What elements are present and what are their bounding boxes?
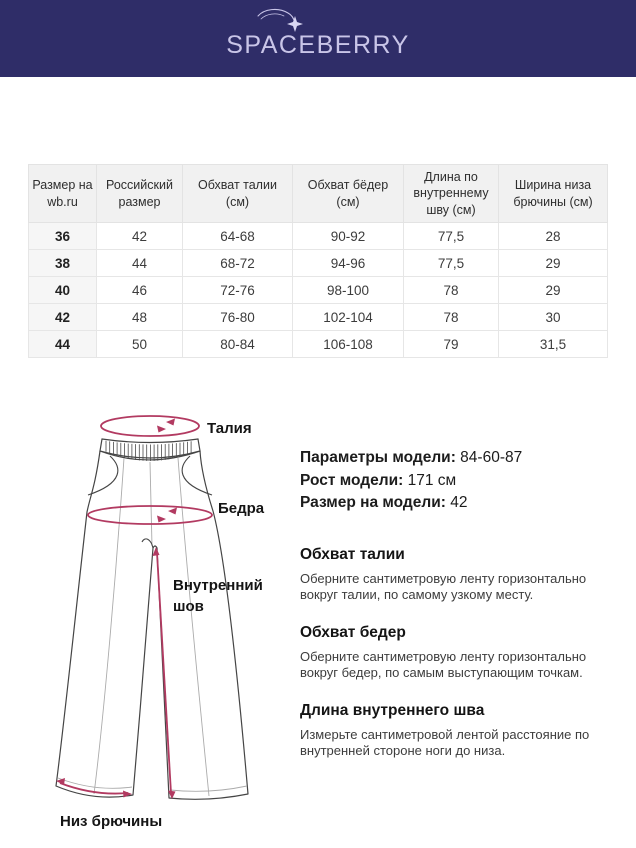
- cell-hem: 31,5: [499, 331, 608, 358]
- cell-inseam: 78: [404, 277, 499, 304]
- cell-hem: 29: [499, 277, 608, 304]
- cell-inseam: 79: [404, 331, 499, 358]
- hem-label: Низ брючины: [60, 813, 163, 830]
- cell-ru-size: 46: [97, 277, 183, 304]
- cell-inseam: 78: [404, 304, 499, 331]
- brand-logo: [188, 7, 448, 71]
- cell-wb-size: 42: [29, 304, 97, 331]
- cell-waist: 76-80: [183, 304, 293, 331]
- cell-hips: 106-108: [293, 331, 404, 358]
- col-header-ru-size: Российский размер: [97, 165, 183, 223]
- model-size-line: [300, 492, 620, 515]
- guide-section-waist: [300, 546, 618, 603]
- table-row: [29, 277, 608, 304]
- col-header-hips: Обхват бёдер (см): [293, 165, 404, 223]
- cell-waist: 68-72: [183, 250, 293, 277]
- shooting-star-trail-icon: [258, 9, 295, 23]
- cell-hips: 90-92: [293, 223, 404, 250]
- cell-hem: 28: [499, 223, 608, 250]
- cell-hem: 30: [499, 304, 608, 331]
- table-row: [29, 331, 608, 358]
- model-size-value: 42: [450, 494, 468, 511]
- model-size-label: Размер на модели:: [300, 494, 446, 511]
- cell-hem: 29: [499, 250, 608, 277]
- cell-hips: 102-104: [293, 304, 404, 331]
- model-params-label: Параметры модели:: [300, 449, 456, 466]
- guide-inseam-text: Измерьте сантиметровой лентой расстояние по внутренней стороне ноги до низа.: [300, 726, 590, 758]
- cell-inseam: 77,5: [404, 223, 499, 250]
- guide-hips-text: Оберните сантиметровую ленту горизонтально вокруг бедер, по самым выступающим точкам.: [300, 648, 587, 680]
- star-icon: [287, 16, 303, 32]
- model-params-value: 84-60-87: [460, 449, 523, 466]
- cell-inseam: 77,5: [404, 250, 499, 277]
- table-row: [29, 223, 608, 250]
- cell-waist: 64-68: [183, 223, 293, 250]
- size-table: [28, 164, 608, 358]
- model-height-label: Рост модели:: [300, 471, 404, 489]
- col-header-hem-width: Ширина низа брючины (см): [499, 165, 608, 223]
- model-height-line: [300, 470, 620, 493]
- col-header-wb-size: Размер на wb.ru: [29, 165, 97, 223]
- measure-guide: [300, 546, 618, 758]
- guide-section-inseam: [300, 702, 618, 759]
- guide-inseam-title: Длина внутреннего шва: [300, 701, 485, 719]
- cell-waist: 80-84: [183, 331, 293, 358]
- model-info: [300, 447, 620, 515]
- cell-hips: 98-100: [293, 277, 404, 304]
- col-header-waist: Обхват талии (см): [183, 165, 293, 223]
- cell-waist: 72-76: [183, 277, 293, 304]
- guide-section-hips: [300, 624, 618, 681]
- waist-ellipse: [101, 416, 199, 436]
- cell-ru-size: 44: [97, 250, 183, 277]
- table-row: [29, 304, 608, 331]
- guide-hips-title: Обхват бедер: [300, 623, 406, 641]
- cell-hips: 94-96: [293, 250, 404, 277]
- inseam-label-line1: Внутренний: [173, 577, 263, 594]
- cell-ru-size: 42: [97, 223, 183, 250]
- cell-ru-size: 50: [97, 331, 183, 358]
- size-table-header: [29, 165, 608, 223]
- cell-wb-size: 36: [29, 223, 97, 250]
- pants-diagram: [20, 395, 310, 845]
- guide-waist-title: Обхват талии: [300, 546, 405, 563]
- cell-wb-size: 40: [29, 277, 97, 304]
- cell-ru-size: 48: [97, 304, 183, 331]
- waist-label: Талия: [207, 420, 252, 437]
- shooting-star-trail2-icon: [261, 13, 284, 18]
- cell-wb-size: 38: [29, 250, 97, 277]
- brand-header: [0, 0, 636, 77]
- table-row: [29, 250, 608, 277]
- col-header-inseam: Длина по внутреннему шву (см): [404, 165, 499, 223]
- guide-waist-text: Оберните сантиметровую ленту горизонтально вокруг талии, по самому узкому месту.: [300, 571, 587, 602]
- model-height-value: 171 см: [407, 471, 457, 489]
- inseam-label-line2: шов: [173, 598, 204, 615]
- model-params-line: [300, 447, 620, 470]
- brand-logo-text: SPACEBERRY: [226, 30, 410, 59]
- cell-wb-size: 44: [29, 331, 97, 358]
- hips-label: Бедра: [218, 500, 265, 517]
